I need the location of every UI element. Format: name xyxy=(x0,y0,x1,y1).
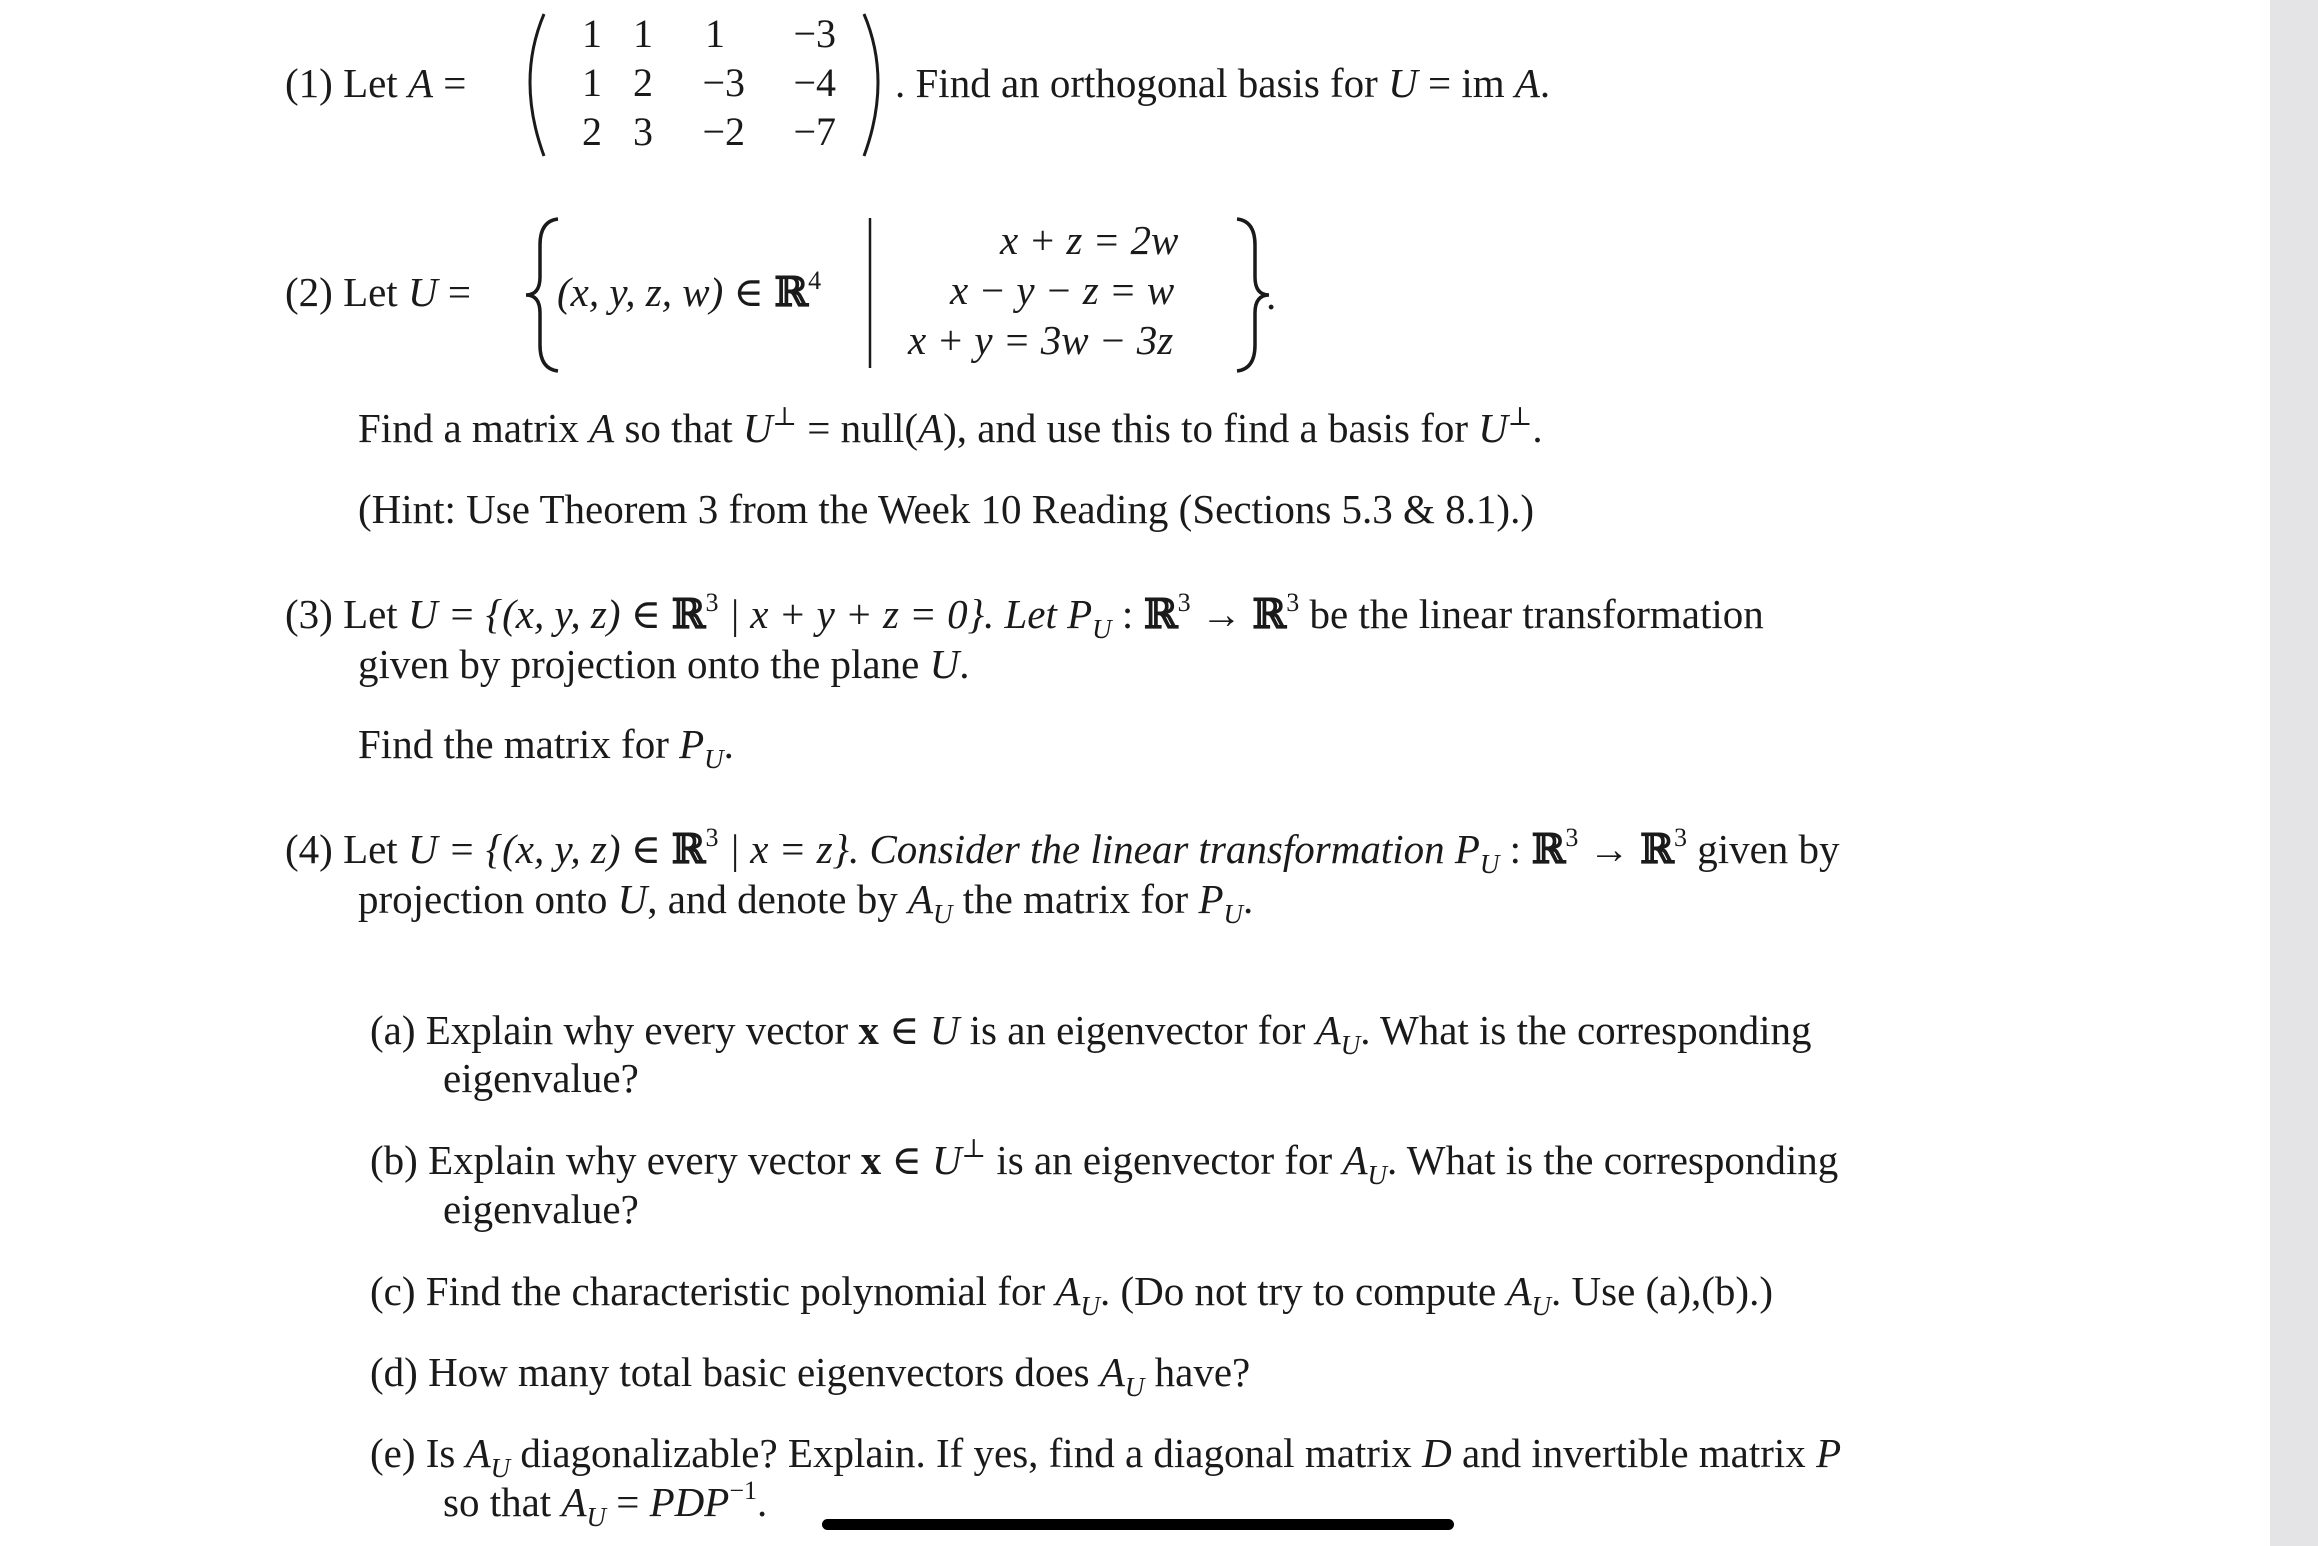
q4e-line2: so that $A_U = PDP^{-1}$. xyxy=(443,1476,768,1532)
q3-line2: given by projection onto the plane U. xyxy=(358,641,970,687)
q1-label: (1) Let A = xyxy=(285,60,467,106)
q1-text: . Find an orthogonal basis for U = im A. xyxy=(895,60,1551,106)
q2-set-variables: (x, y, z, w) ∈ ℝ$^4$ xyxy=(557,266,822,316)
matrix-cell: 3 xyxy=(633,109,653,154)
q4e-line1: (e) Is $A_U$ diagonalizable? Explain. If yes, find a diagonal matrix D and invertible matrix P xyxy=(370,1430,1842,1483)
q3-line1: (3) Let U = {(x, y, z) ∈ ℝ$^3$ | x + y + z = 0}. Let $P_U$ : ℝ$^3$ → ℝ$^3$ be the linear transformation xyxy=(285,588,1764,644)
q4d: (d) How many total basic eigenvectors does $A_U$ have? xyxy=(370,1349,1251,1402)
q2-hint: (Hint: Use Theorem 3 from the Week 10 Reading (Sections 5.3 & 8.1).) xyxy=(358,486,1534,532)
matrix-cell: 2 xyxy=(633,60,653,105)
matrix-cell: 1 xyxy=(633,11,653,56)
matrix-cell: 1 xyxy=(582,60,602,105)
q2-period: . xyxy=(1266,272,1277,318)
q4a-line1: (a) Explain why every vector x ∈ U is an eigenvector for $A_U$. What is the corresponding xyxy=(370,1007,1812,1060)
equation-line: x + z = 2w xyxy=(1000,217,1179,263)
q4-line1: (4) Let U = {(x, y, z) ∈ ℝ$^3$ | x = z}. Consider the linear transformation $P_U$ : ℝ$^3$ → ℝ$^3$ given by xyxy=(285,823,1840,879)
q4b-line2: eigenvalue? xyxy=(443,1186,639,1232)
matrix-cell: −7 xyxy=(793,109,836,154)
matrix-cell: 1 xyxy=(705,11,725,56)
q4b-line1: (b) Explain why every vector x ∈ U⊥ is an eigenvector for $A_U$. What is the corresponding xyxy=(370,1134,1839,1190)
matrix-cell: −2 xyxy=(702,109,745,154)
matrix-cell: 1 xyxy=(582,11,602,56)
q2-left-brace xyxy=(522,215,562,375)
page-edge-margin xyxy=(2270,0,2318,1546)
matrix-cell: −4 xyxy=(793,60,836,105)
matrix-cell: −3 xyxy=(702,60,745,105)
q2-set-divider xyxy=(868,218,874,368)
matrix-cell: −3 xyxy=(793,11,836,56)
q1-right-paren xyxy=(858,10,898,160)
q4a-line2: eigenvalue? xyxy=(443,1055,639,1101)
matrix-cell: 2 xyxy=(582,109,602,154)
q4-line2: projection onto U, and denote by $A_U$ the matrix for $P_U$. xyxy=(358,876,1254,929)
equation-line: x + y = 3w − 3z xyxy=(908,317,1174,363)
q3-line3: Find the matrix for $P_U$. xyxy=(358,721,734,774)
q2-instruction: Find a matrix A so that U⊥ = null(A), and use this to find a basis for U⊥. xyxy=(358,402,1543,451)
equation-line: x − y − z = w xyxy=(950,267,1175,313)
home-indicator-bar[interactable] xyxy=(822,1519,1454,1530)
q2-label: (2) Let U = xyxy=(285,269,471,315)
q4c: (c) Find the characteristic polynomial for $A_U$. (Do not try to compute $A_U$. Use (a),(b).) xyxy=(370,1268,1773,1321)
